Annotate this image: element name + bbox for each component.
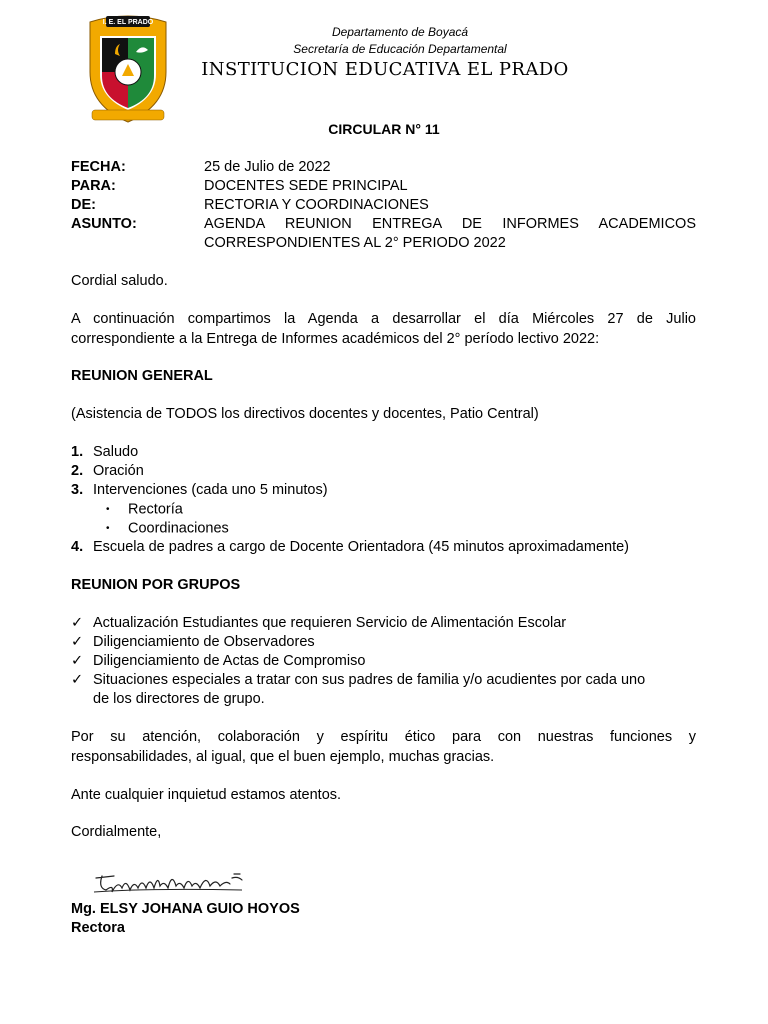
para-value: DOCENTES SEDE PRINCIPAL [204,178,408,194]
department-line: Departamento de Boyacá [331,25,469,39]
agenda-number: 4. [71,539,84,555]
general-heading: REUNION GENERAL [71,368,213,384]
thanks-line-1: Por su atención, colaboración y espíritu ético para con nuestras funciones y [71,729,696,745]
sub-item-text: Coordinaciones [128,520,229,537]
secretary-line: Secretaría de Educación Departamental [293,42,507,56]
agenda-number: 2. [71,463,84,479]
check-text: Situaciones especiales a tratar con sus padres de familia y/o acudientes por cada uno [93,672,646,688]
intro-paragraph [71,310,696,349]
attentive-line: Ante cualquier inquietud estamos atentos. [71,787,342,803]
sub-item-text: Rectoría [128,501,183,518]
groups-heading: REUNION POR GRUPOS [71,577,241,593]
sub-item [106,519,229,538]
bullet-icon: • [106,523,110,534]
check-mark-icon: ✓ [71,615,84,631]
sub-item [106,500,183,519]
asunto-label: ASUNTO: [71,216,137,232]
closing-line: Cordialmente, [71,824,162,840]
agenda-item [71,538,629,557]
institution-shield-logo [82,14,174,124]
check-mark-icon: ✓ [71,653,84,669]
agenda-item [71,443,138,462]
check-mark-icon: ✓ [71,672,84,688]
intro-line-2: correspondiente a la Entrega de Informes académicos del 2° período lectivo 2022: [71,330,600,347]
para-label: PARA: [71,178,116,194]
check-text: Diligenciamiento de Observadores [93,634,315,650]
fecha-label: FECHA: [71,159,126,175]
circular-number: CIRCULAR N° 11 [328,121,440,137]
agenda-text: Saludo [93,444,139,460]
greeting: Cordial saludo. [71,273,168,289]
agenda-text: Oración [93,463,144,479]
bullet-icon: • [106,504,110,515]
institution-title: INSTITUCION EDUCATIVA EL PRADO [201,59,569,80]
asunto-line-1: AGENDA REUNION ENTREGA DE INFORMES ACADEMICOS [204,216,696,232]
asunto-line-2: CORRESPONDIENTES AL 2° PERIODO 2022 [204,235,506,251]
agenda-text: Escuela de padres a cargo de Docente Orientadora (45 minutos aproximadamente) [93,539,629,555]
signer-role: Rectora [71,920,125,936]
check-text: Diligenciamiento de Actas de Compromiso [93,653,366,669]
intro-line-1: A continuación compartimos la Agenda a desarrollar el día Miércoles 27 de Julio [71,311,696,327]
agenda-number: 3. [71,482,84,498]
handwritten-signature [92,866,247,904]
fecha-value: 25 de Julio de 2022 [204,159,331,175]
agenda-item [71,462,144,481]
check-text: Actualización Estudiantes que requieren Servicio de Alimentación Escolar [93,615,567,631]
check-mark-icon: ✓ [71,634,84,650]
agenda-number: 1. [71,444,84,460]
de-value: RECTORIA Y COORDINACIONES [204,197,429,213]
thanks-line-2: responsabilidades, al igual, que el buen ejemplo, muchas gracias. [71,748,495,765]
agenda-text: Intervenciones (cada uno 5 minutos) [93,482,328,498]
agenda-item [71,481,328,500]
signer-name: Mg. ELSY JOHANA GUIO HOYOS [71,901,300,917]
de-label: DE: [71,197,96,213]
logo-text: I. E. EL PRADO [102,19,154,26]
asunto-value [204,215,696,253]
thanks-paragraph [71,728,696,767]
check-text-line-2: de los directores de grupo. [93,691,265,707]
general-note: (Asistencia de TODOS los directivos docentes y docentes, Patio Central) [71,406,539,422]
